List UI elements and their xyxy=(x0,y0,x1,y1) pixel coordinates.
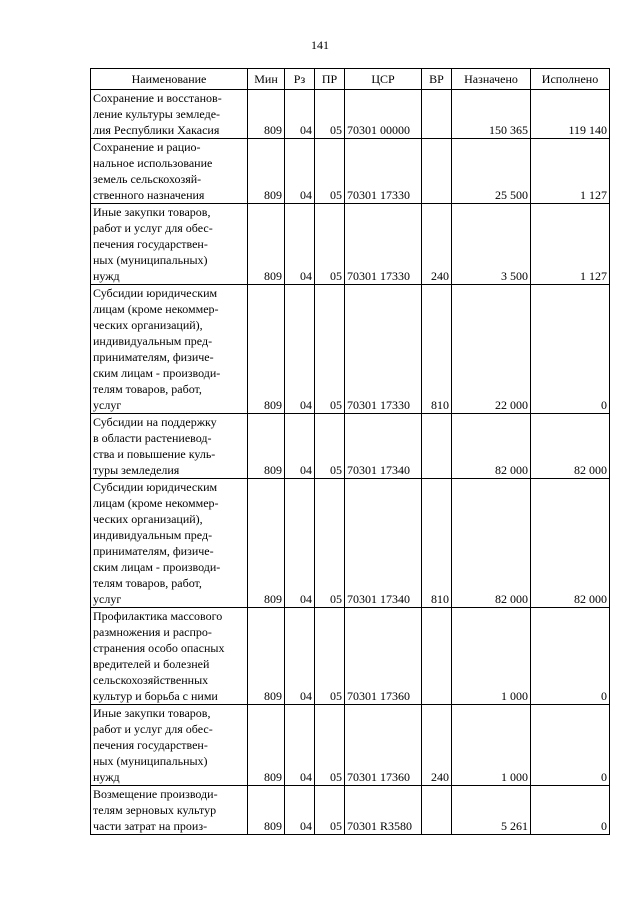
row-min: 809 xyxy=(248,285,285,414)
row-csr: 70301 17360 xyxy=(345,608,422,705)
row-csr: 70301 17330 xyxy=(345,204,422,285)
row-min: 809 xyxy=(248,786,285,835)
row-pr: 05 xyxy=(315,479,345,608)
row-executed: 82 000 xyxy=(531,479,610,608)
row-assigned: 25 500 xyxy=(452,139,531,204)
row-assigned: 82 000 xyxy=(452,414,531,479)
row-vr xyxy=(422,139,452,204)
row-assigned: 150 365 xyxy=(452,90,531,139)
row-rz: 04 xyxy=(285,204,315,285)
row-name: Субсидии юридическим лицам (кроме некоммер- ческих организаций), индивидуальным пред- принимателям, физиче- ским лицам - производи- телям товаров, работ, услуг xyxy=(91,285,248,414)
page-number: 141 xyxy=(311,38,329,52)
row-name: Сохранение и восстанов- ление культуры земледе- лия Республики Хакасия xyxy=(91,90,248,139)
row-pr: 05 xyxy=(315,285,345,414)
row-rz: 04 xyxy=(285,786,315,835)
row-vr: 240 xyxy=(422,705,452,786)
row-executed: 0 xyxy=(531,705,610,786)
row-executed: 0 xyxy=(531,285,610,414)
header-assigned: Назначено xyxy=(452,69,531,90)
row-min: 809 xyxy=(248,705,285,786)
row-assigned: 5 261 xyxy=(452,786,531,835)
table-row xyxy=(91,90,610,139)
row-assigned: 1 000 xyxy=(452,705,531,786)
row-pr: 05 xyxy=(315,705,345,786)
row-name: Субсидии на поддержку в области растениевод- ства и повышение куль- туры земледелия xyxy=(91,414,248,479)
row-rz: 04 xyxy=(285,139,315,204)
row-executed: 119 140 xyxy=(531,90,610,139)
row-rz: 04 xyxy=(285,90,315,139)
row-executed: 0 xyxy=(531,786,610,835)
row-rz: 04 xyxy=(285,414,315,479)
row-name: Иные закупки товаров, работ и услуг для обес- печения государствен- ных (муниципальных) нужд xyxy=(91,204,248,285)
row-csr: 70301 00000 xyxy=(345,90,422,139)
row-executed: 0 xyxy=(531,608,610,705)
table-row xyxy=(91,608,610,705)
row-vr xyxy=(422,90,452,139)
row-vr: 810 xyxy=(422,479,452,608)
row-csr: 70301 17330 xyxy=(345,285,422,414)
row-name: Субсидии юридическим лицам (кроме некоммер- ческих организаций), индивидуальным пред- принимателям, физиче- ским лицам - производи- телям товаров, работ, услуг xyxy=(91,479,248,608)
row-rz: 04 xyxy=(285,705,315,786)
row-assigned: 1 000 xyxy=(452,608,531,705)
row-assigned: 3 500 xyxy=(452,204,531,285)
row-vr xyxy=(422,786,452,835)
table-row xyxy=(91,414,610,479)
table-row xyxy=(91,204,610,285)
row-csr: 70301 17340 xyxy=(345,479,422,608)
row-rz: 04 xyxy=(285,479,315,608)
header-name: Наименование xyxy=(91,69,248,90)
row-min: 809 xyxy=(248,479,285,608)
row-rz: 04 xyxy=(285,285,315,414)
table-row xyxy=(91,786,610,835)
row-csr: 70301 17330 xyxy=(345,139,422,204)
row-executed: 82 000 xyxy=(531,414,610,479)
row-min: 809 xyxy=(248,608,285,705)
row-csr: 70301 R3580 xyxy=(345,786,422,835)
header-executed: Исполнено xyxy=(531,69,610,90)
row-vr xyxy=(422,414,452,479)
row-name: Иные закупки товаров, работ и услуг для обес- печения государствен- ных (муниципальных) нужд xyxy=(91,705,248,786)
row-name: Возмещение производи- телям зерновых культур части затрат на произ- xyxy=(91,786,248,835)
header-pr: ПР xyxy=(315,69,345,90)
row-assigned: 22 000 xyxy=(452,285,531,414)
row-executed: 1 127 xyxy=(531,139,610,204)
header-min: Мин xyxy=(248,69,285,90)
row-vr: 240 xyxy=(422,204,452,285)
table-row xyxy=(91,139,610,204)
row-pr: 05 xyxy=(315,414,345,479)
row-assigned: 82 000 xyxy=(452,479,531,608)
row-pr: 05 xyxy=(315,608,345,705)
row-min: 809 xyxy=(248,139,285,204)
table-row xyxy=(91,285,610,414)
row-name: Сохранение и рацио- нальное использование земель сельскохозяй- ственного назначения xyxy=(91,139,248,204)
row-rz: 04 xyxy=(285,608,315,705)
row-pr: 05 xyxy=(315,90,345,139)
header-csr: ЦСР xyxy=(345,69,422,90)
row-executed: 1 127 xyxy=(531,204,610,285)
table-row xyxy=(91,705,610,786)
table-header-row xyxy=(91,69,610,90)
row-pr: 05 xyxy=(315,139,345,204)
header-rz: Рз xyxy=(285,69,315,90)
row-csr: 70301 17360 xyxy=(345,705,422,786)
row-csr: 70301 17340 xyxy=(345,414,422,479)
row-pr: 05 xyxy=(315,204,345,285)
row-min: 809 xyxy=(248,90,285,139)
budget-table xyxy=(90,68,610,835)
row-pr: 05 xyxy=(315,786,345,835)
row-name: Профилактика массового размножения и распро- странения особо опасных вредителей и болезней сельскохозяйственных культур и борьба с ними xyxy=(91,608,248,705)
row-vr: 810 xyxy=(422,285,452,414)
row-min: 809 xyxy=(248,414,285,479)
row-min: 809 xyxy=(248,204,285,285)
table-row xyxy=(91,479,610,608)
row-vr xyxy=(422,608,452,705)
header-vr: ВР xyxy=(422,69,452,90)
